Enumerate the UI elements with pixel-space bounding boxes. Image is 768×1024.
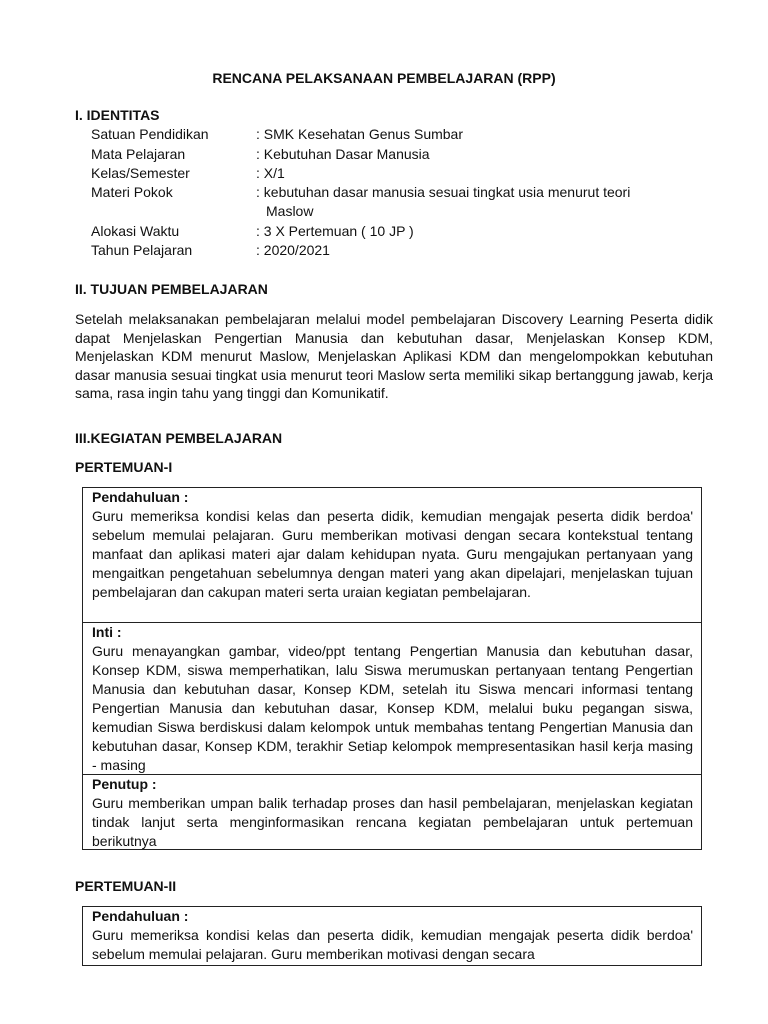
identitas-row-materi-continuation <box>266 203 313 222</box>
pendahuluan-text: Guru memeriksa kondisi kelas dan peserta didik, kemudian mengajak peserta didik berdoa' sebelum memulai pelajaran. Guru memberikan motivasi dengan secara kontekstual tentang manfaat dan aplikasi materi ajar dalam kehidupan nyata. Guru mengajukan pertanyaan yang mengaitkan pengetahuan sebelumnya dengan materi yang akan dipelajari, menjelaskan tujuan pembelajaran dan cakupan materi serta uraian kegiatan pembelajaran. <box>92 508 693 600</box>
document-title: RENCANA PELAKSANAAN PEMBELAJARAN (RPP) <box>212 70 556 86</box>
pertemuan-1-table <box>82 487 702 850</box>
inti-text: Guru menayangkan gambar, video/ppt tentang Pengertian Manusia dan kebutuhan dasar, Konsep KDM, siswa memperhatikan, lalu Siswa merumuskan pertanyaan tentang Pengertian Manusia dan kebutuhan dasar, Konsep KDM, setelah itu Siswa mencari informasi tentang Pengertian Manusia dan kebutuhan dasar, Konsep KDM, melalui buku pegangan siswa, kemudian Siswa berdiskusi dalam kelompok untuk membahas tentang Pengertian Manusia dan kebutuhan dasar, Konsep KDM, terakhir Setiap kelompok mempresentasikan hasil kerja masing - masing <box>92 643 693 773</box>
pertemuan-2-table <box>82 906 702 966</box>
identitas-label: Tahun Pelajaran <box>91 242 193 258</box>
pendahuluan-cell <box>83 907 701 964</box>
identitas-value: : Kebutuhan Dasar Manusia <box>256 146 430 162</box>
tujuan-heading: II. TUJUAN PEMBELAJARAN <box>75 281 268 297</box>
penutup-title: Penutup : <box>92 776 157 792</box>
identitas-value: : 3 X Pertemuan ( 10 JP ) <box>256 223 414 239</box>
identitas-value-continuation: Maslow <box>266 203 314 219</box>
pertemuan-1-heading: PERTEMUAN-I <box>75 459 173 475</box>
identitas-label: Materi Pokok <box>91 184 173 200</box>
identitas-value: : kebutuhan dasar manusia sesuai tingkat usia menurut teori <box>256 184 631 200</box>
penutup-text: Guru memberikan umpan balik terhadap proses dan hasil pembelajaran, menjelaskan kegiatan tindak lanjut serta menginformasikan rencana kegiatan pembelajaran untuk pertemuan berikutnya <box>92 795 693 849</box>
identitas-label: Satuan Pendidikan <box>91 126 209 142</box>
identitas-label: Kelas/Semester <box>91 165 190 181</box>
tujuan-paragraph: Setelah melaksanakan pembelajaran melalui model pembelajaran Discovery Learning Peserta didik dapat Menjelaskan Pengertian Manusia dan kebutuhan dasar, Menjelaskan Konsep KDM, Menjelaskan KDM menurut Maslow, Menjelaskan Aplikasi KDM dan mengelompokkan kebutuhan dasar manusia sesuai tingkat usia menurut teori Maslow serta memiliki sikap bertanggung jawab, kerja sama, rasa ingin tahu yang tinggi dan Komunikatif. <box>75 311 713 402</box>
identitas-value: : SMK Kesehatan Genus Sumbar <box>256 126 463 142</box>
identitas-value: : X/1 <box>256 165 285 181</box>
identitas-label: Alokasi Waktu <box>91 223 180 239</box>
identitas-heading: I. IDENTITAS <box>75 107 160 123</box>
identitas-value: : 2020/2021 <box>256 242 330 258</box>
pendahuluan-cell <box>83 488 701 623</box>
kegiatan-heading: III.KEGIATAN PEMBELAJARAN <box>75 430 283 446</box>
pendahuluan-title: Pendahuluan : <box>92 908 189 924</box>
pendahuluan-title: Pendahuluan : <box>92 489 189 505</box>
inti-title: Inti : <box>92 624 122 640</box>
pertemuan-2-heading: PERTEMUAN-II <box>75 878 177 894</box>
inti-cell <box>83 623 701 775</box>
pendahuluan-text: Guru memeriksa kondisi kelas dan peserta didik, kemudian mengajak peserta didik berdoa' sebelum memulai pelajaran. Guru memberikan motivasi dengan secara <box>92 927 693 962</box>
identitas-label: Mata Pelajaran <box>91 146 186 162</box>
penutup-cell <box>83 775 701 851</box>
